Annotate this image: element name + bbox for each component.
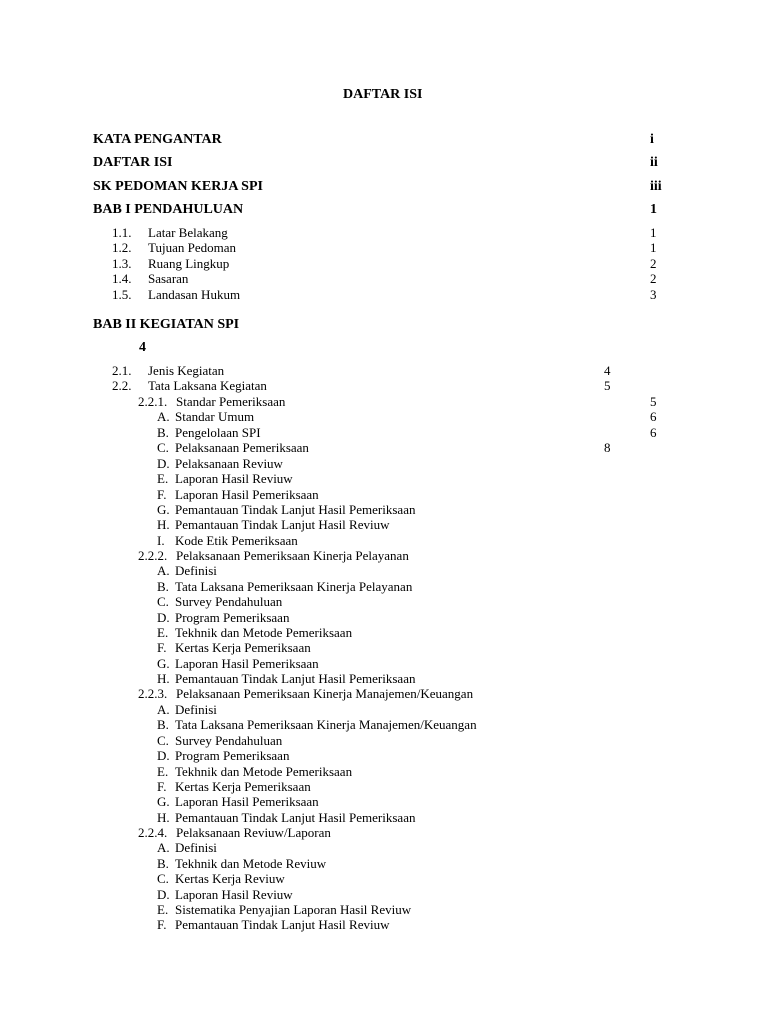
toc-entry-number: A. — [157, 409, 170, 424]
toc-entry-number: B. — [157, 717, 169, 732]
toc-entry-number: E. — [157, 471, 169, 486]
toc-entry-number: E. — [157, 902, 169, 917]
toc-entry-title: Standar Umum — [175, 409, 255, 424]
toc-entry-title: Pelaksanaan Pemeriksaan — [175, 440, 309, 455]
toc-entry-title: Kode Etik Pemeriksaan — [175, 533, 298, 548]
toc-entry-title: Pelaksanaan Pemeriksaan Kinerja Pelayanan — [176, 548, 409, 563]
toc-entry-title: Pemantauan Tindak Lanjut Hasil Pemeriksaan — [175, 810, 416, 825]
toc-entry-number: B. — [157, 579, 169, 594]
toc-entry-title: Pengelolaan SPI — [175, 425, 261, 440]
toc-entry-number: 1.5. — [112, 287, 132, 302]
toc-entry-title: Standar Pemeriksaan — [176, 394, 286, 409]
toc-entry-number: E. — [157, 764, 169, 779]
toc-entry-number: C. — [157, 440, 169, 455]
toc-entry-title: Program Pemeriksaan — [175, 610, 290, 625]
toc-entry-number: 1.2. — [112, 240, 132, 255]
toc-entry-page: ii — [650, 155, 658, 170]
toc-entry-title: Survey Pendahuluan — [175, 733, 283, 748]
toc-entry-number: H. — [157, 517, 170, 532]
toc-entry-title: Jenis Kegiatan — [148, 363, 225, 378]
toc-entry-number: 2.2.4. — [138, 825, 168, 840]
toc-entry-number: G. — [157, 656, 170, 671]
toc-entry-number: A. — [157, 702, 170, 717]
toc-entry-title: BAB II KEGIATAN SPI — [93, 317, 240, 332]
toc-entry-title: KATA PENGANTAR — [93, 132, 222, 147]
toc-entry-number: 2.2.1. — [138, 394, 168, 409]
toc-entry-page: 4 — [604, 363, 611, 378]
toc-entry-number: H. — [157, 810, 170, 825]
toc-entry-page: 4 — [139, 340, 146, 355]
toc-entry-title: Kertas Kerja Pemeriksaan — [175, 779, 311, 794]
toc-entry-number: C. — [157, 871, 169, 886]
toc-entry-page: 5 — [604, 378, 611, 393]
toc-entry-number: F. — [157, 640, 167, 655]
page-title: DAFTAR ISI — [343, 87, 423, 102]
toc-entry-number: G. — [157, 794, 170, 809]
toc-entry-page: 6 — [650, 425, 657, 440]
toc-entry-title: Pemantauan Tindak Lanjut Hasil Reviuw — [175, 917, 390, 932]
toc-entry-title: Tekhnik dan Metode Pemeriksaan — [175, 764, 353, 779]
toc-entry-number: 2.2. — [112, 378, 132, 393]
toc-entry-number: F. — [157, 779, 167, 794]
toc-entry-title: Tata Laksana Kegiatan — [148, 378, 267, 393]
toc-entry-title: Laporan Hasil Reviuw — [175, 887, 293, 902]
toc-entry-title: SK PEDOMAN KERJA SPI — [93, 179, 263, 194]
toc-entry-number: 2.1. — [112, 363, 132, 378]
toc-entry-number: E. — [157, 625, 169, 640]
toc-entry-title: Pemantauan Tindak Lanjut Hasil Reviuw — [175, 517, 390, 532]
toc-entry-title: Tata Laksana Pemeriksaan Kinerja Pelayanan — [175, 579, 413, 594]
toc-entry-number: F. — [157, 917, 167, 932]
toc-entry-title: Tekhnik dan Metode Reviuw — [175, 856, 327, 871]
toc-entry-page: 5 — [650, 394, 657, 409]
toc-entry-number: H. — [157, 671, 170, 686]
toc-entry-title: Tekhnik dan Metode Pemeriksaan — [175, 625, 353, 640]
toc-entry-page: 1 — [650, 225, 657, 240]
toc-entry-number: 1.4. — [112, 271, 132, 286]
toc-entry-title: Program Pemeriksaan — [175, 748, 290, 763]
toc-entry-title: Latar Belakang — [148, 225, 228, 240]
toc-entry-page: 1 — [650, 240, 657, 255]
toc-entry-number: F. — [157, 487, 167, 502]
toc-entry-title: BAB I PENDAHULUAN — [93, 202, 244, 217]
toc-entry-page: 2 — [650, 271, 657, 286]
toc-entry-title: Laporan Hasil Pemeriksaan — [175, 794, 319, 809]
toc-entry-number: 1.1. — [112, 225, 132, 240]
toc-entry-title: Sistematika Penyajian Laporan Hasil Reviuw — [175, 902, 412, 917]
toc-entry-number: D. — [157, 748, 170, 763]
toc-entry-title: Tujuan Pedoman — [148, 240, 236, 255]
toc-entry-number: G. — [157, 502, 170, 517]
toc-entry-title: Laporan Hasil Reviuw — [175, 471, 293, 486]
toc-entry-title: Pelaksanaan Reviuw/Laporan — [176, 825, 331, 840]
toc-entry-title: Kertas Kerja Reviuw — [175, 871, 285, 886]
toc-entry-title: Laporan Hasil Pemeriksaan — [175, 656, 319, 671]
toc-entry-title: Tata Laksana Pemeriksaan Kinerja Manajemen/Keuangan — [175, 717, 477, 732]
toc-entry-page: 1 — [650, 202, 657, 217]
toc-entry-page: iii — [650, 179, 662, 194]
toc-entry-number: A. — [157, 563, 170, 578]
toc-entry-title: Laporan Hasil Pemeriksaan — [175, 487, 319, 502]
toc-entry-title: Definisi — [175, 702, 217, 717]
toc-entry-title: Ruang Lingkup — [148, 256, 230, 271]
toc-entry-number: 1.3. — [112, 256, 132, 271]
toc-entry-number: D. — [157, 887, 170, 902]
toc-entry-title: Pemantauan Tindak Lanjut Hasil Pemeriksaan — [175, 671, 416, 686]
toc-entry-number: B. — [157, 425, 169, 440]
toc-entry-title: Pelaksanaan Pemeriksaan Kinerja Manajemen/Keuangan — [176, 686, 474, 701]
toc-entry-title: Kertas Kerja Pemeriksaan — [175, 640, 311, 655]
toc-entry-page: 6 — [650, 409, 657, 424]
toc-entry-number: C. — [157, 594, 169, 609]
toc-entry-page: 8 — [604, 440, 611, 455]
toc-entry-page: i — [650, 132, 654, 147]
toc-entry-number: C. — [157, 733, 169, 748]
toc-entry-title: Survey Pendahuluan — [175, 594, 283, 609]
toc-entry-number: 2.2.3. — [138, 686, 168, 701]
toc-entry-page: 2 — [650, 256, 657, 271]
toc-entry-number: B. — [157, 856, 169, 871]
toc-entry-number: 2.2.2. — [138, 548, 168, 563]
toc-entry-number: D. — [157, 456, 170, 471]
toc-entry-title: Definisi — [175, 840, 217, 855]
toc-entry-title: Definisi — [175, 563, 217, 578]
toc-entry-number: I. — [157, 533, 165, 548]
toc-entry-title: Pelaksanaan Reviuw — [175, 456, 283, 471]
toc-entry-title: Landasan Hukum — [148, 287, 241, 302]
toc-entry-title: Sasaran — [148, 271, 189, 286]
toc-entry-page: 3 — [650, 287, 657, 302]
toc-entry-title: Pemantauan Tindak Lanjut Hasil Pemeriksaan — [175, 502, 416, 517]
toc-entry-title: DAFTAR ISI — [93, 155, 173, 170]
toc-entry-number: A. — [157, 840, 170, 855]
toc-entry-number: D. — [157, 610, 170, 625]
